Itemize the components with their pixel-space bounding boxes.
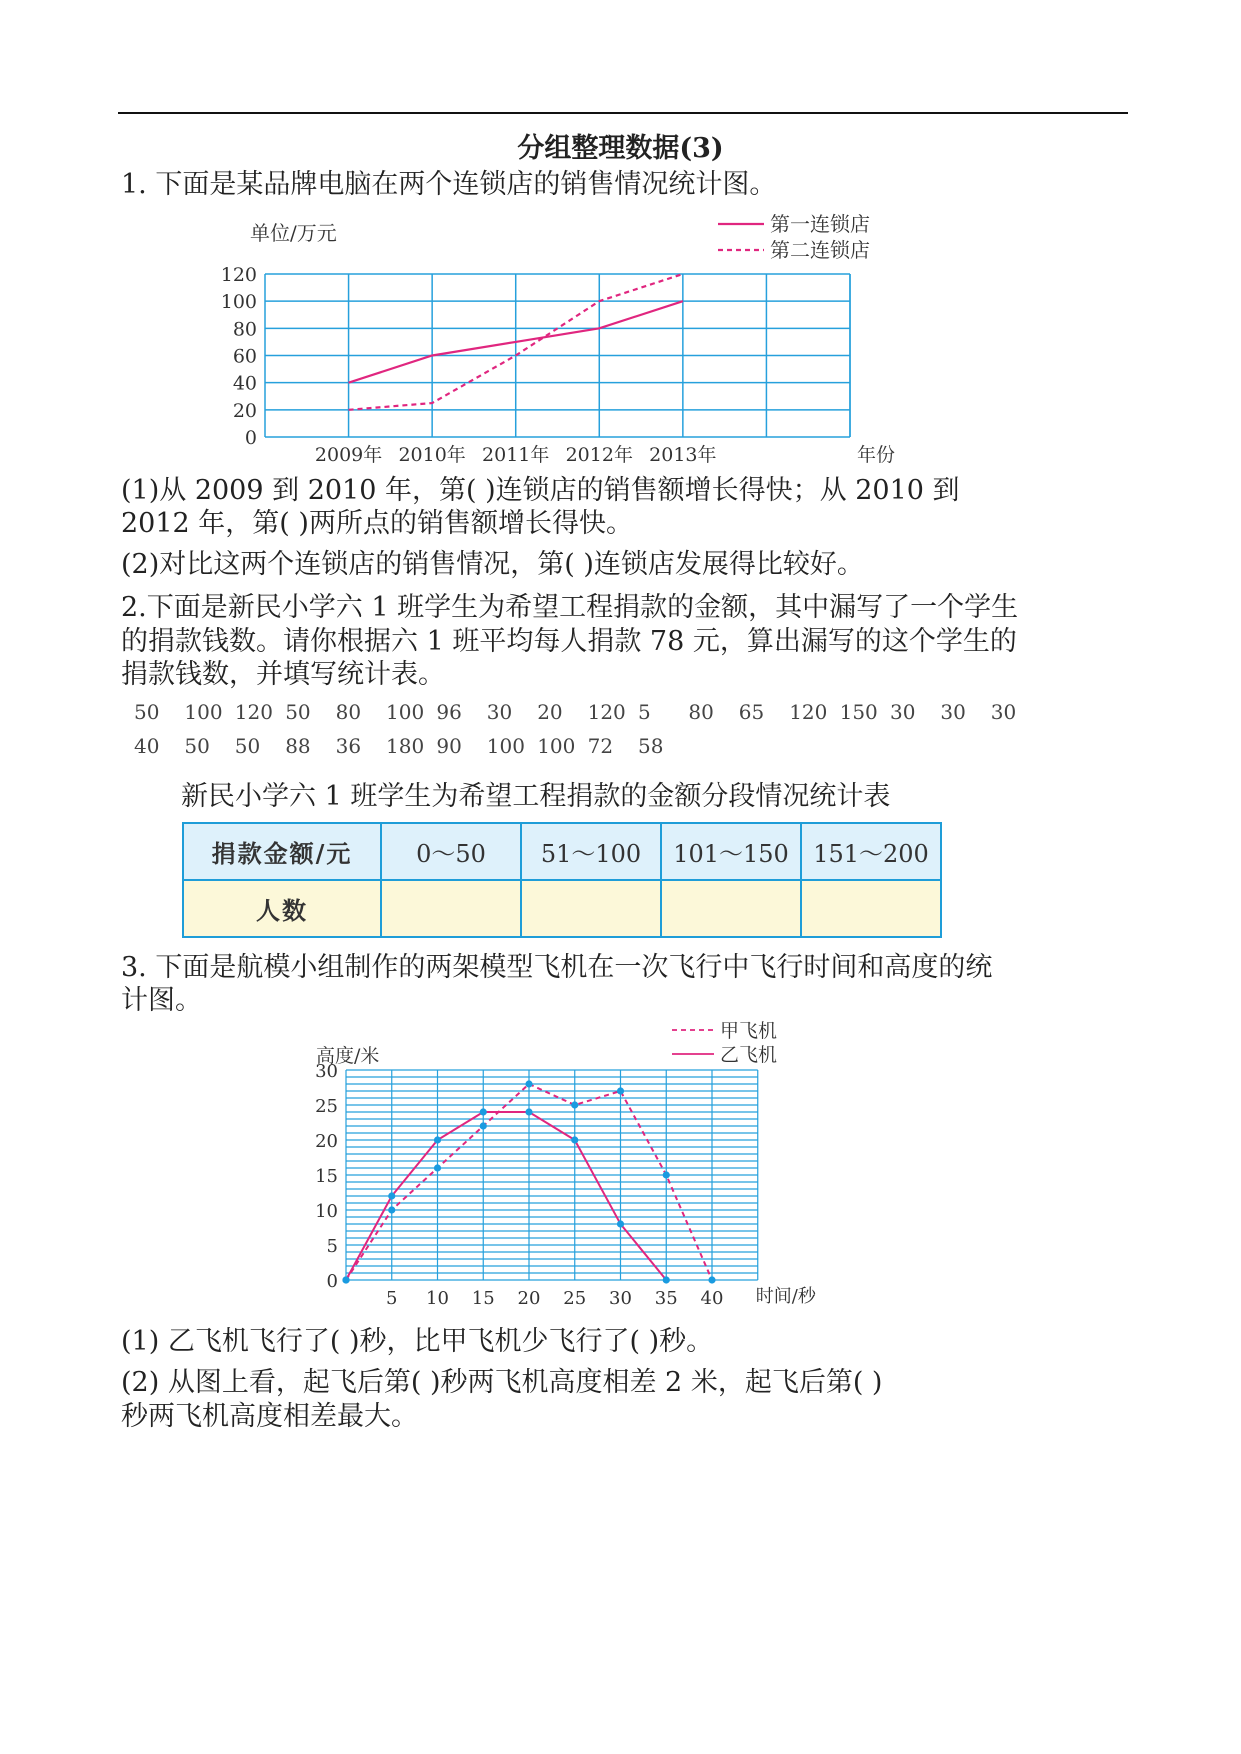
x-axis-label: 时间/秒 — [755, 1286, 816, 1307]
x-tick-label: 20 — [517, 1288, 541, 1309]
q1-sub1-line1: (1)从 2009 到 2010 年，第( )连锁店的销售额增长得快；从 2010 到 — [121, 475, 960, 506]
header-label: 捐款金额/元 — [183, 823, 381, 880]
x-tick-label: 2010年 — [398, 444, 466, 466]
range-cell: 0～50 — [381, 823, 521, 880]
sales-line-chart — [220, 210, 910, 472]
y-tick-label: 15 — [315, 1166, 338, 1187]
range-cell: 101～150 — [661, 823, 801, 880]
y-tick-label: 80 — [232, 318, 257, 341]
y-tick-label: 10 — [315, 1201, 338, 1222]
donation-number: 30 — [486, 700, 513, 724]
count-cell[interactable] — [521, 880, 661, 937]
x-tick-label: 2009年 — [314, 444, 383, 466]
table-count-row — [183, 880, 941, 937]
donation-number: 50 — [234, 734, 261, 758]
donation-number: 30 — [890, 700, 916, 724]
donation-number: 50 — [285, 700, 311, 724]
x-tick-label: 15 — [471, 1288, 495, 1309]
x-tick-label: 35 — [654, 1288, 678, 1309]
donation-number: 120 — [789, 700, 828, 724]
q1-sub1-line2: 2012 年，第( )两所点的销售额增长得快。 — [121, 508, 633, 539]
y-tick-label: 20 — [232, 399, 257, 422]
y-tick-label: 120 — [220, 264, 257, 286]
legend-label: 第一连锁店 — [770, 212, 870, 236]
y-tick-label: 0 — [244, 427, 257, 449]
count-cell[interactable] — [801, 880, 941, 937]
donation-number: 120 — [234, 700, 273, 724]
data-point — [617, 1220, 624, 1227]
table-header-row — [183, 823, 941, 880]
donation-number: 50 — [134, 700, 160, 724]
y-tick-label: 5 — [326, 1236, 338, 1257]
y-axis-label: 高度/米 — [316, 1045, 380, 1067]
data-point — [571, 1101, 578, 1108]
data-point — [480, 1108, 487, 1115]
data-point — [663, 1171, 670, 1178]
x-tick-label: 25 — [563, 1288, 587, 1309]
donation-number: 50 — [184, 734, 210, 758]
count-cell[interactable] — [381, 880, 521, 937]
q3-sub1: (1) 乙飞机飞行了( )秒，比甲飞机少飞行了( )秒。 — [121, 1326, 714, 1357]
donation-number: 58 — [638, 734, 664, 758]
data-point — [708, 1276, 715, 1283]
y-tick-label: 100 — [220, 291, 257, 314]
donation-stat-table — [182, 822, 942, 938]
donation-number: 100 — [537, 734, 576, 758]
x-tick-label: 2013年 — [649, 444, 717, 466]
donation-number: 100 — [184, 700, 223, 724]
x-axis-label: 年份 — [856, 444, 896, 466]
q2-line3: 捐款钱数，并填写统计表。 — [121, 659, 445, 690]
q3-sub2-line2: 秒两飞机高度相差最大。 — [121, 1401, 418, 1432]
donation-number: 20 — [537, 700, 563, 724]
y-axis-label: 单位/万元 — [250, 221, 337, 245]
table-title: 新民小学六 1 班学生为希望工程捐款的金额分段情况统计表 — [181, 781, 891, 812]
q3-line1: 3. 下面是航模小组制作的两架模型飞机在一次飞行中飞行时间和高度的统 — [121, 952, 993, 983]
range-cell: 51～100 — [521, 823, 661, 880]
data-point — [617, 1087, 624, 1094]
range-cell: 151～200 — [801, 823, 941, 880]
legend-label: 甲飞机 — [720, 1020, 778, 1042]
legend-label: 第二连锁店 — [770, 238, 870, 262]
legend-label: 乙飞机 — [720, 1044, 778, 1066]
donation-number: 120 — [587, 700, 626, 724]
data-point — [525, 1080, 532, 1087]
donation-number: 40 — [134, 734, 160, 758]
page-title: 分组整理数据(3) — [517, 133, 724, 164]
donation-number: 5 — [638, 700, 651, 724]
donation-number: 30 — [940, 700, 966, 724]
donation-number: 100 — [486, 734, 525, 758]
data-point — [388, 1192, 395, 1199]
top-rule — [118, 112, 1128, 114]
donation-number: 96 — [436, 700, 462, 724]
donation-number: 65 — [738, 700, 765, 724]
y-tick-label: 40 — [232, 372, 257, 395]
q3-line2: 计图。 — [121, 985, 202, 1016]
donation-number: 80 — [688, 700, 714, 724]
data-point — [663, 1276, 670, 1283]
data-point — [342, 1276, 349, 1283]
x-tick-label: 2011年 — [482, 444, 550, 466]
x-tick-label: 30 — [609, 1288, 632, 1309]
data-point — [571, 1136, 578, 1143]
data-point — [434, 1136, 441, 1143]
q3-sub2-line1: (2) 从图上看，起飞后第( )秒两飞机高度相差 2 米，起飞后第( ) — [121, 1367, 883, 1398]
q1-sub2: (2)对比这两个连锁店的销售情况，第( )连锁店发展得比较好。 — [121, 549, 864, 580]
x-tick-label: 5 — [386, 1288, 398, 1309]
donation-number: 88 — [285, 734, 311, 758]
y-tick-label: 30 — [315, 1061, 338, 1082]
y-tick-label: 20 — [315, 1131, 338, 1152]
data-point — [434, 1164, 441, 1171]
y-tick-label: 25 — [315, 1096, 338, 1117]
q1-text: 1. 下面是某品牌电脑在两个连锁店的销售情况统计图。 — [121, 169, 777, 200]
data-point — [388, 1206, 395, 1213]
donation-number: 80 — [335, 700, 362, 724]
donation-number: 72 — [587, 734, 614, 758]
y-tick-label: 60 — [232, 345, 257, 368]
donation-number: 180 — [386, 734, 425, 758]
count-cell[interactable] — [661, 880, 801, 937]
donation-number: 36 — [335, 734, 362, 758]
data-point — [525, 1108, 532, 1115]
x-tick-label: 40 — [700, 1288, 724, 1309]
y-tick-label: 0 — [326, 1271, 338, 1292]
row-label: 人数 — [183, 880, 381, 937]
donation-number: 30 — [990, 700, 1017, 724]
donation-number: 100 — [386, 700, 425, 724]
x-tick-label: 2012年 — [565, 444, 633, 466]
donation-number: 90 — [436, 734, 462, 758]
q2-line1: 2.下面是新民小学六 1 班学生为希望工程捐款的金额，其中漏写了一个学生 — [121, 592, 1019, 623]
x-tick-label: 10 — [426, 1288, 449, 1309]
donation-number: 150 — [839, 700, 878, 724]
data-point — [480, 1122, 487, 1129]
flight-line-chart — [310, 1018, 830, 1316]
q2-line2: 的捐款钱数。请你根据六 1 班平均每人捐款 78 元，算出漏写的这个学生的 — [121, 626, 1017, 657]
